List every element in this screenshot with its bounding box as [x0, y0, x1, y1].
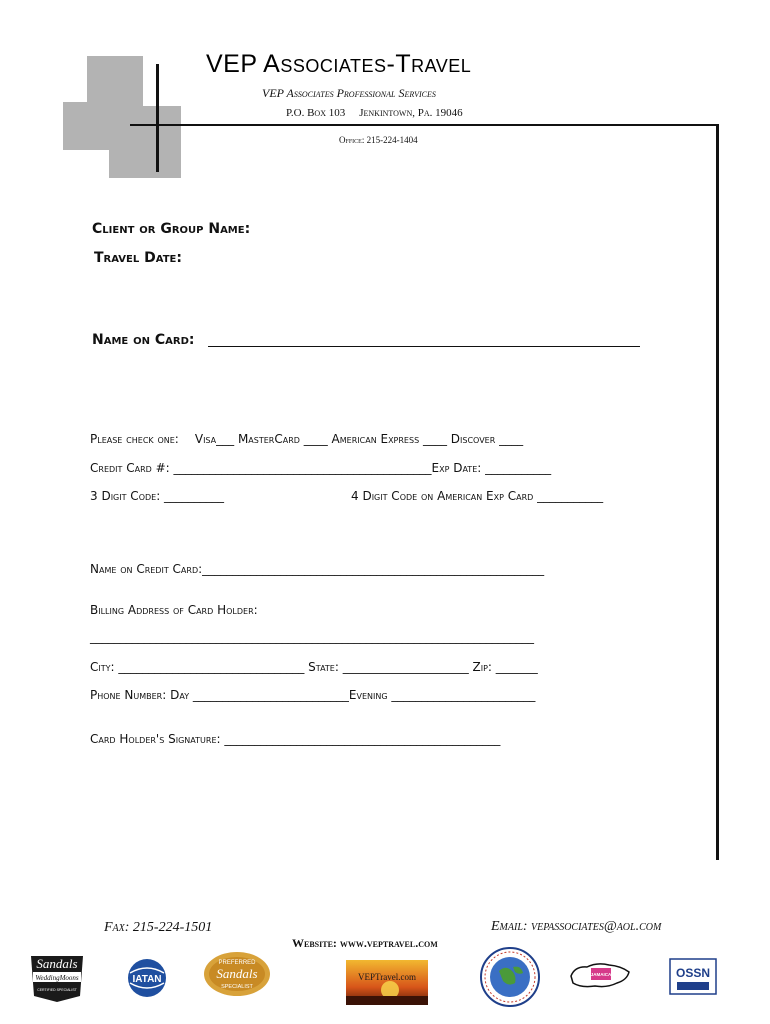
four-digit-code-row: 4 Digit Code on American Exp Card ___________ [351, 489, 604, 503]
card-type-options: Visa___ MasterCard ____ American Express ____ Discover ____ [194, 432, 524, 446]
credit-card-number-row: Credit Card #: ___________________________________________Exp Date: ___________ [90, 461, 552, 475]
travel-agents-globe-logo [477, 945, 543, 1009]
address-city: Jenkintown, Pa. 19046 [359, 107, 463, 119]
iatan-logo [122, 955, 172, 1000]
three-digit-code-row: 3 Digit Code: __________ [90, 489, 225, 503]
billing-address-label: Billing Address of Card Holder: [90, 603, 258, 617]
office-phone: Office: 215-224-1404 [339, 135, 418, 145]
email-address: Email: vepassociates@aol.com [491, 919, 662, 934]
sandals-text: Sandals [36, 956, 78, 971]
fax-number: Fax: 215-224-1501 [104, 920, 213, 935]
company-subtitle: VEP Associates Professional Services [262, 86, 436, 100]
address [286, 107, 463, 119]
ossn-text: OSSN [675, 966, 711, 980]
sandals-preferred-specialist-logo [202, 950, 272, 998]
name-on-card-field: Name on Card: [92, 332, 195, 348]
jamaica-map-logo [567, 958, 632, 993]
right-frame-rule [716, 124, 719, 860]
card-type-row [90, 432, 523, 446]
address-box: P.O. Box 103 [286, 107, 346, 119]
preferred-text: PREFERRED [218, 960, 256, 966]
sandals-weddingmoons-logo [27, 948, 87, 1004]
travel-date-field: Travel Date: [94, 250, 182, 266]
company-title: VEP Associates-Travel [206, 50, 472, 78]
header-rule [130, 124, 719, 126]
name-on-credit-card-row: Name on Credit Card:_________________________________________________________ [90, 562, 545, 576]
city-state-zip-row: City: _______________________________ State: _____________________ Zip: _______ [90, 660, 538, 674]
weddingmoons-text: WeddingMoons [35, 974, 79, 982]
jamaica-text: JAMAICA [590, 972, 612, 977]
client-group-name-field: Client or Group Name: [92, 221, 251, 237]
signature-row: Card Holder's Signature: ______________________________________________ [90, 732, 501, 746]
logo-square-right [109, 106, 181, 178]
billing-address-line: __________________________________________________________________________ [90, 630, 534, 644]
logo-cross-vertical [156, 64, 159, 172]
veptravel-logo [346, 960, 428, 1005]
phone-number-row: Phone Number: Day __________________________Evening ________________________ [90, 688, 536, 702]
ossn-logo [669, 958, 717, 995]
website-address: Website: www.veptravel.com [292, 936, 438, 950]
sandals-text-2: Sandals [216, 966, 258, 981]
name-on-card-line [208, 346, 640, 347]
check-one-label: Please check one: [90, 432, 179, 446]
iatan-text: IATAN [132, 974, 162, 985]
veptravel-text: VEPTravel.com [358, 972, 416, 982]
specialist-text: SPECIALIST [221, 984, 253, 990]
certified-specialist-text: CERTIFIED SPECIALIST [37, 988, 77, 992]
